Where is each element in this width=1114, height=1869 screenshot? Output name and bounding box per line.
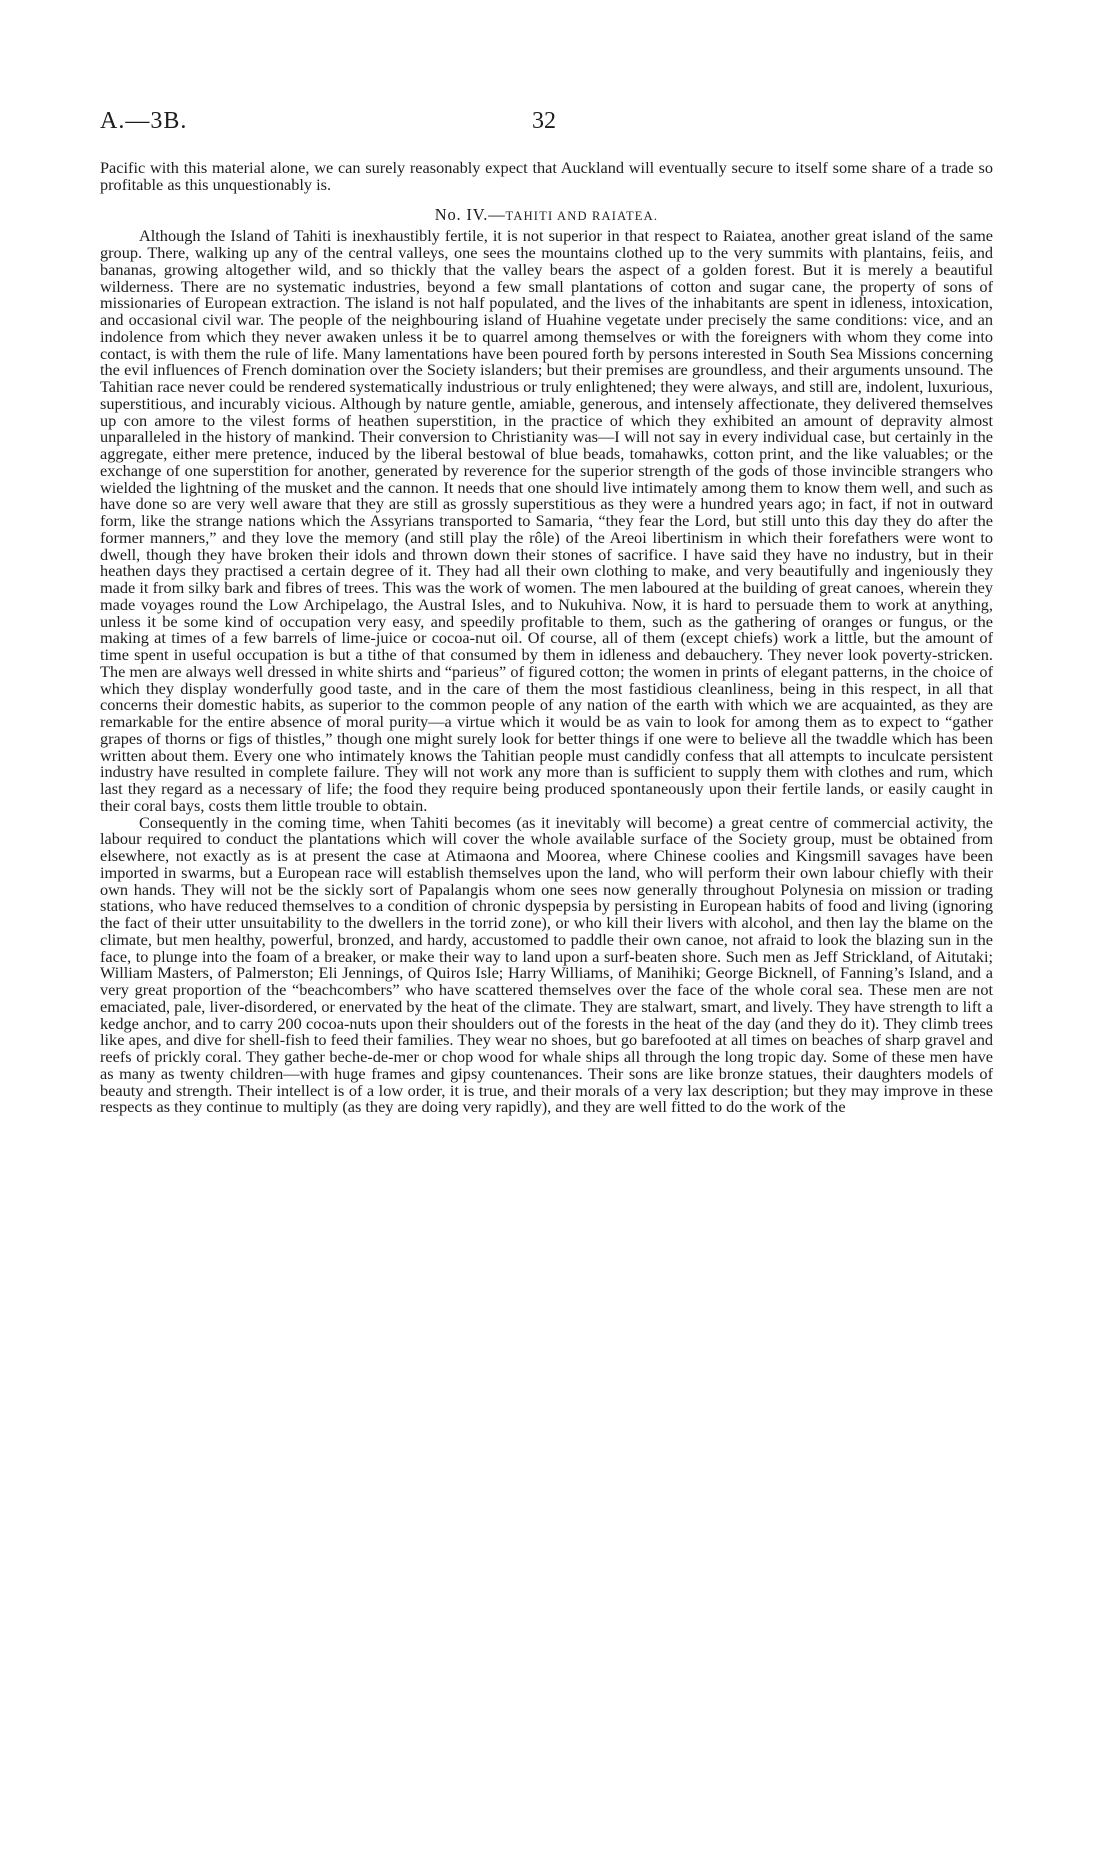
section-heading xyxy=(100,204,993,225)
document-reference: A.—3B. xyxy=(100,108,188,134)
section-number: No. IV.— xyxy=(434,204,506,224)
continuation-paragraph: Pacific with this material alone, we can surely reasonably expect that Auckland will eventually secure to itself some share of a trade so profitable as this unquestionably is. xyxy=(100,158,993,194)
section-title: TAHITI AND RAIATEA. xyxy=(505,208,659,223)
page-header xyxy=(100,108,974,138)
body-text xyxy=(100,160,993,1116)
paragraph-1: Although the Island of Tahiti is inexhaustibly fertile, it is not superior in that respect to Raiatea, another great island of the same group. There, walking up any of the central valleys, one sees the mountains clothed up to the very summits with plantains, feiis, and bananas, growing altogether wild, and so thickly that the valley bears the aspect of a golden forest. But it is merely a beautiful wilderness. There are no systematic industries, beyond a few small plantations of cotton and sugar cane, the property of sons of missionaries of European extraction. The island is not half populated, and the lives of the inhabitants are spent in idleness, intoxication, and occasional civil war. The people of the neighbouring island of Huahine vegetate under precisely the same conditions: vice, and an indolence from which they never awaken unless it be to quarrel among themselves or with the foreigners with whom they come into contact, is with them the rule of life. Many lamentations have been poured forth by persons interested in South Sea Missions concerning the evil influences of French domination over the Society islanders; but their premises are groundless, and their arguments unsound. The Tahitian race never could be rendered systematically industrious or truly enlightened; they were always, and still are, indolent, luxurious, superstitious, and incurably vicious. Although by nature gentle, amiable, generous, and intensely affectionate, they delivered themselves up con amore to the vilest forms of heathen superstition, in the practice of which they exhibited an amount of depravity almost unparalleled in the history of mankind. Their conversion to Christianity was—I will not say in every individual case, but certainly in the aggregate, either mere pretence, induced by the liberal bestowal of blue beads, tomahawks, cotton print, and the like valuables; or the exchange of one superstition for another, generated by reverence for the superior strength of the gods of those invincible strangers who wielded the lightning of the musket and the cannon. It needs that one should live intimately among them to know them well, and such as have done so are very well aware that they are still as grossly superstitious as they were a hundred years ago; in fact, if not in outward form, like the strange nations which the Assyrians transported to Samaria, “they fear the Lord, but still unto this day they do after the former manners,” and they love the memory (and still play the rôle) of the Areoi libertinism in which their forefathers were wont to dwell, though they have broken their idols and thrown down their stones of sacrifice. I have said they have no industry, but in their heathen days they practised a certain degree of it. They had all their own clothing to make, and very beautifully and ingeniously they made it from silky bark and fibres of trees. This was the work of women. The men laboured at the building of great canoes, wherein they made voyages round the Low Archipelago, the Austral Isles, and to Nukuhiva. Now, it is hard to persuade them to work at anything, unless it be some kind of occupation very easy, and speedily profitable to them, such as the gathering of oranges or fungus, or the making at times of a few barrels of lime-juice or cocoa-nut oil. Of course, all of them (except chiefs) work a little, but the amount of time spent in useful occupation is but a tithe of that consumed by them in idleness and debauchery. They never look poverty-stricken. The men are always well dressed in white shirts and “parieus” of figured cotton; the women in prints of elegant patterns, in the choice of which they display wonderfully good taste, and in the care of them the most fastidious cleanliness, being in this respect, in all that concerns their domestic habits, as superior to the common people of any nation of the earth with which we are acquainted, as they are remarkable for the entire absence of moral purity—a virtue which it would be as vain to look for among them as to expect to “gather grapes of thorns or figs of thistles,” though one might surely look for better things if one were to believe all the twaddle which has been written about them. Every one who intimately knows the Tahitian people must candidly confess that all attempts to inculcate persistent industry have resulted in complete failure. They will not work any more than is sufficient to supply them with clothes and rum, which last they regard as a necessary of life; the food they require being produced spontaneously upon their fertile lands, or easily caught in their coral bays, costs them little trouble to obtain. xyxy=(100,226,993,815)
paragraph-2: Consequently in the coming time, when Tahiti becomes (as it inevitably will become) a great centre of commercial activity, the labour required to conduct the plantations which will cover the whole available surface of the Society group, must be obtained from elsewhere, not exactly as is at present the case at Atimaona and Moorea, where Chinese coolies and Kingsmill savages have been imported in swarms, but a European race will establish themselves upon the land, who will perform their own labour chiefly with their own hands. They will not be the sickly sort of Papalangis whom one sees now generally throughout Polynesia on mission or trading stations, who have reduced themselves to a condition of chronic dyspepsia by persisting in European habits of food and living (ignoring the fact of their utter unsuitability to the dwellers in the torrid zone), or who kill their livers with alcohol, and then lay the blame on the climate, but men healthy, powerful, bronzed, and hardy, accustomed to paddle their own canoe, not afraid to look the blazing sun in the face, to plunge into the foam of a breaker, or make their way to land upon a surf-beaten shore. Such men as Jeff Strickland, of Aitutaki; William Masters, of Palmerston; Eli Jennings, of Quiros Isle; Harry Williams, of Manihiki; George Bicknell, of Fanning’s Island, and a very great proportion of the “beachcombers” who have scattered themselves over the face of the whole coral sea. These men are not emaciated, pale, liver-disordered, or enervated by the heat of the climate. They are stalwart, smart, and lively. They have strength to lift a kedge anchor, and to carry 200 cocoa-nuts upon their shoulders out of the forests in the heat of the day (and they do it). They climb trees like apes, and dive for shell-fish to feed their families. They wear no shoes, but go barefooted at all times on beaches of sharp gravel and reefs of prickly coral. They gather beche-de-mer or chop wood for whale ships all through the long tropic day. Some of these men have as many as twenty children—with huge frames and gipsy countenances. Their sons are like bronze statues, their daughters models of beauty and strength. Their intellect is of a low order, it is true, and their morals of a very lax description; but they may improve in these respects as they continue to multiply (as they are doing very rapidly), and they are well fitted to do the work of the xyxy=(100,812,993,1117)
page-number: 32 xyxy=(532,108,556,134)
